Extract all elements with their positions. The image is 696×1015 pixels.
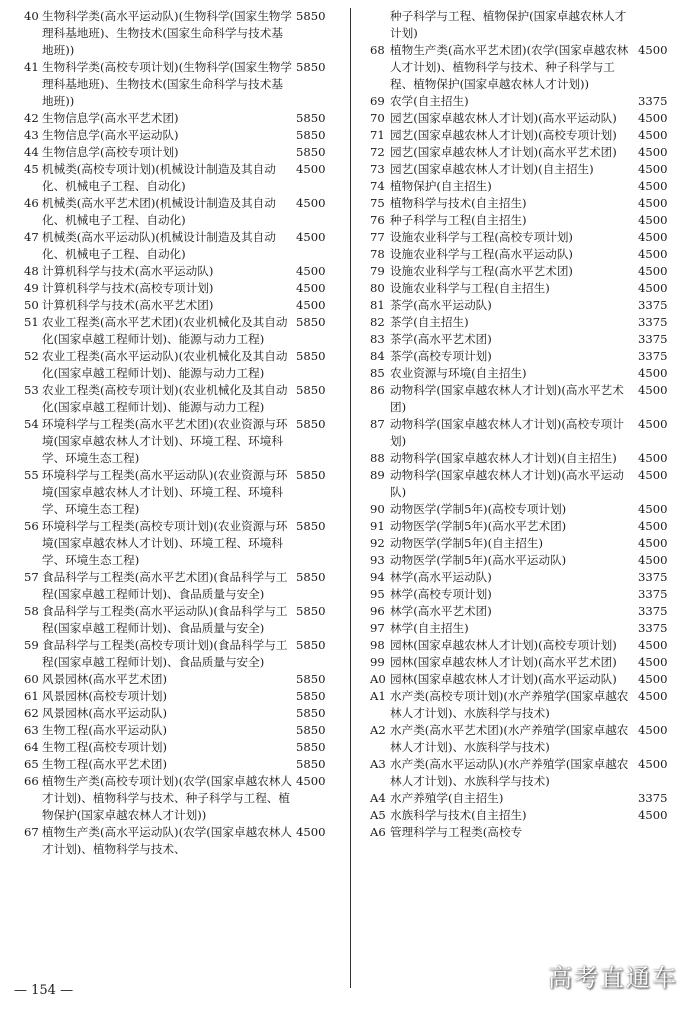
row-code: A3 (370, 757, 386, 771)
table-row (24, 671, 336, 688)
row-tuition: 4500 (638, 638, 668, 652)
table-row (24, 518, 336, 569)
row-program: 农业资源与环境(自主招生) (390, 366, 527, 380)
row-tuition: 4500 (638, 553, 668, 567)
row-program: 设施农业科学与工程(自主招生) (390, 281, 550, 295)
row-code: 52 (24, 349, 39, 363)
row-code: 75 (370, 196, 385, 210)
table-row (370, 586, 674, 603)
table-row (370, 756, 674, 790)
row-tuition: 5850 (296, 519, 326, 533)
row-tuition: 4500 (638, 366, 668, 380)
row-tuition: 3375 (638, 315, 668, 329)
table-row (370, 824, 674, 841)
table-row (24, 705, 336, 722)
row-tuition: 5850 (296, 349, 326, 363)
row-tuition: 4500 (638, 162, 668, 176)
row-code: 96 (370, 604, 385, 618)
row-tuition: 5850 (296, 689, 326, 703)
right-column (370, 8, 674, 841)
row-code: 58 (24, 604, 39, 618)
row-program: 计算机科学与技术(高校专项计划) (42, 281, 214, 295)
table-row (370, 229, 674, 246)
row-code: A1 (370, 689, 386, 703)
table-row (370, 637, 674, 654)
row-code: 46 (24, 196, 39, 210)
row-code: 57 (24, 570, 39, 584)
row-code: 51 (24, 315, 39, 329)
row-code: 89 (370, 468, 385, 482)
row-tuition: 4500 (638, 111, 668, 125)
row-program: 植物生产类(高校专项计划)(农学(国家卓越农林人才计划)、植物科学与技术、种子科学与工程、植物保护(国家卓越农林人才计划)) (42, 774, 292, 822)
row-code: 76 (370, 213, 385, 227)
row-program: 环境科学与工程类(高水平运动队)(农业资源与环境(国家卓越农林人才计划)、环境工程、环境科学、环境生态工程) (42, 468, 288, 516)
row-code: 78 (370, 247, 385, 261)
table-row (24, 195, 336, 229)
row-program: 动物医学(学制5年)(高水平运动队) (390, 553, 567, 567)
row-tuition: 4500 (638, 451, 668, 465)
row-program: 环境科学与工程类(高水平艺术团)(农业资源与环境(国家卓越农林人才计划)、环境工程、环境科学、环境生态工程) (42, 417, 288, 465)
row-program: 食品科学与工程类(高水平运动队)(食品科学与工程(国家卓越工程师计划)、食品质量与安全) (42, 604, 288, 635)
row-program: 茶学(高水平运动队) (390, 298, 492, 312)
watermark-logo: 高考直通车 (548, 964, 678, 992)
row-tuition: 4500 (638, 519, 668, 533)
row-code: 74 (370, 179, 385, 193)
row-tuition: 4500 (638, 247, 668, 261)
row-code: 72 (370, 145, 385, 159)
row-program: 动物医学(学制5年)(高校专项计划) (390, 502, 567, 516)
table-row (24, 603, 336, 637)
table-row (370, 552, 674, 569)
row-program: 生物科学类(高校专项计划)(生物科学(国家生物学理科基地班)、生物技术(国家生命科学与技术基地班)) (42, 60, 292, 108)
table-row (370, 620, 674, 637)
row-program: 园林(国家卓越农林人才计划)(高水平艺术团) (390, 655, 617, 669)
table-row (24, 263, 336, 280)
row-program: 茶学(高校专项计划) (390, 349, 492, 363)
row-program: 生物信息学(高水平艺术团) (42, 111, 179, 125)
table-row (24, 8, 336, 59)
table-row (370, 178, 674, 195)
row-code: 70 (370, 111, 385, 125)
row-program: 机械类(高水平运动队)(机械设计制造及其自动化、机械电子工程、自动化) (42, 230, 276, 261)
row-tuition: 4500 (638, 213, 668, 227)
row-program: 茶学(自主招生) (390, 315, 469, 329)
row-tuition: 5850 (296, 111, 326, 125)
row-code: 44 (24, 145, 39, 159)
row-program: 水族科学与技术(自主招生) (390, 808, 527, 822)
row-program: 食品科学与工程类(高校专项计划)(食品科学与工程(国家卓越工程师计划)、食品质量与安全) (42, 638, 288, 669)
row-tuition: 3375 (638, 587, 668, 601)
row-program: 风景园林(高水平艺术团) (42, 672, 167, 686)
row-code: 59 (24, 638, 39, 652)
row-tuition: 3375 (638, 621, 668, 635)
row-program: 水产类(高校专项计划)(水产养殖学(国家卓越农林人才计划)、水族科学与技术) (390, 689, 629, 720)
row-code: 94 (370, 570, 385, 584)
table-row (370, 807, 674, 824)
row-tuition: 5850 (296, 9, 326, 23)
row-code: 69 (370, 94, 385, 108)
table-row (24, 110, 336, 127)
row-program: 园艺(国家卓越农林人才计划)(高校专项计划) (390, 128, 617, 142)
row-tuition: 5850 (296, 604, 326, 618)
row-code: 92 (370, 536, 385, 550)
row-program: 水产养殖学(自主招生) (390, 791, 504, 805)
row-code: 60 (24, 672, 39, 686)
row-tuition: 5850 (296, 757, 326, 771)
table-row (370, 144, 674, 161)
row-program: 植物生产类(高水平运动队)(农学(国家卓越农林人才计划)、植物科学与技术、 (42, 825, 292, 856)
table-row (370, 127, 674, 144)
continuation-row (370, 8, 674, 42)
table-row (370, 416, 674, 450)
row-program: 风景园林(高水平运动队) (42, 706, 167, 720)
row-program: 食品科学与工程类(高水平艺术团)(食品科学与工程(国家卓越工程师计划)、食品质量与安全) (42, 570, 288, 601)
row-tuition: 3375 (638, 791, 668, 805)
row-code: 56 (24, 519, 39, 533)
row-program: 林学(高水平运动队) (390, 570, 492, 584)
row-tuition: 4500 (296, 281, 326, 295)
row-tuition: 4500 (638, 689, 668, 703)
row-tuition: 4500 (296, 298, 326, 312)
row-code: 40 (24, 9, 39, 23)
row-code: A4 (370, 791, 386, 805)
row-tuition: 4500 (296, 196, 326, 210)
row-code: 97 (370, 621, 385, 635)
row-tuition: 4500 (638, 757, 668, 771)
table-row (24, 569, 336, 603)
row-tuition: 5850 (296, 672, 326, 686)
table-row (370, 688, 674, 722)
row-code: 42 (24, 111, 39, 125)
table-row (24, 824, 336, 858)
row-program: 水产类(高水平运动队)(水产养殖学(国家卓越农林人才计划)、水族科学与技术) (390, 757, 629, 788)
table-row (24, 722, 336, 739)
row-code: 62 (24, 706, 39, 720)
row-code: 43 (24, 128, 39, 142)
row-code: 63 (24, 723, 39, 737)
row-code: 61 (24, 689, 39, 703)
row-program: 林学(高水平艺术团) (390, 604, 492, 618)
table-row (370, 314, 674, 331)
row-program: 管理科学与工程类(高校专 (390, 825, 523, 839)
row-program: 园艺(国家卓越农林人才计划)(自主招生) (390, 162, 594, 176)
table-row (24, 127, 336, 144)
table-row (24, 144, 336, 161)
row-program: 农学(自主招生) (390, 94, 469, 108)
row-program: 动物科学(国家卓越农林人才计划)(高水平运动队) (390, 468, 624, 499)
table-row (370, 195, 674, 212)
table-row (370, 110, 674, 127)
row-program: 园艺(国家卓越农林人才计划)(高水平运动队) (390, 111, 617, 125)
row-code: 93 (370, 553, 385, 567)
row-code: 86 (370, 383, 385, 397)
row-program: 植物生产类(高水平艺术团)(农学(国家卓越农林人才计划)、植物科学与技术、种子科学与工程、植物保护(国家卓越农林人才计划)) (390, 43, 629, 91)
row-program: 环境科学与工程类(高校专项计划)(农业资源与环境(国家卓越农林人才计划)、环境工程、环境科学、环境生态工程) (42, 519, 288, 567)
row-code: 49 (24, 281, 39, 295)
row-tuition: 4500 (638, 145, 668, 159)
row-tuition: 4500 (638, 128, 668, 142)
table-row (370, 161, 674, 178)
row-code: 48 (24, 264, 39, 278)
row-code: 99 (370, 655, 385, 669)
table-row (24, 756, 336, 773)
row-tuition: 3375 (638, 298, 668, 312)
row-code: 64 (24, 740, 39, 754)
row-program: 园艺(国家卓越农林人才计划)(高水平艺术团) (390, 145, 617, 159)
table-row (370, 722, 674, 756)
row-program: 生物信息学(高校专项计划) (42, 145, 179, 159)
table-row (24, 773, 336, 824)
row-code: 77 (370, 230, 385, 244)
row-program: 动物科学(国家卓越农林人才计划)(高水平艺术团) (390, 383, 624, 414)
table-row (370, 603, 674, 620)
row-code: 88 (370, 451, 385, 465)
table-row (24, 161, 336, 195)
row-tuition: 5850 (296, 315, 326, 329)
row-tuition: 5850 (296, 383, 326, 397)
table-row (370, 450, 674, 467)
row-program: 茶学(高水平艺术团) (390, 332, 492, 346)
row-code: 84 (370, 349, 385, 363)
continuation-text: 种子科学与工程、植物保护(国家卓越农林人才计划) (390, 9, 627, 40)
row-program: 生物工程(高校专项计划) (42, 740, 167, 754)
row-code: 80 (370, 281, 385, 295)
row-tuition: 4500 (638, 264, 668, 278)
table-row (24, 467, 336, 518)
table-row (370, 263, 674, 280)
row-tuition: 4500 (638, 672, 668, 686)
table-row (370, 382, 674, 416)
row-program: 动物医学(学制5年)(自主招生) (390, 536, 544, 550)
row-tuition: 4500 (638, 417, 668, 431)
table-row (24, 688, 336, 705)
row-tuition: 5850 (296, 723, 326, 737)
row-code: 90 (370, 502, 385, 516)
row-code: 82 (370, 315, 385, 329)
table-row (370, 42, 674, 93)
row-tuition: 4500 (638, 281, 668, 295)
row-program: 动物科学(国家卓越农林人才计划)(高校专项计划) (390, 417, 624, 448)
row-tuition: 4500 (638, 468, 668, 482)
table-row (370, 331, 674, 348)
table-row (370, 297, 674, 314)
row-program: 生物工程(高水平艺术团) (42, 757, 167, 771)
row-code: 65 (24, 757, 39, 771)
row-code: 83 (370, 332, 385, 346)
row-tuition: 4500 (638, 808, 668, 822)
row-program: 风景园林(高校专项计划) (42, 689, 167, 703)
row-code: 68 (370, 43, 385, 57)
row-tuition: 4500 (638, 43, 668, 57)
table-row (370, 467, 674, 501)
row-program: 设施农业科学与工程(高水平运动队) (390, 247, 573, 261)
row-program: 农业工程类(高水平运动队)(农业机械化及其自动化(国家卓越工程师计划)、能源与动力工程) (42, 349, 288, 380)
row-code: 85 (370, 366, 385, 380)
row-program: 设施农业科学与工程(高水平艺术团) (390, 264, 573, 278)
row-code: 73 (370, 162, 385, 176)
row-tuition: 5850 (296, 570, 326, 584)
row-code: 50 (24, 298, 39, 312)
row-code: 45 (24, 162, 39, 176)
row-program: 生物信息学(高水平运动队) (42, 128, 179, 142)
row-program: 园林(国家卓越农林人才计划)(高水平运动队) (390, 672, 617, 686)
column-divider (350, 8, 351, 988)
table-row (24, 739, 336, 756)
row-tuition: 3375 (638, 332, 668, 346)
row-tuition: 5850 (296, 468, 326, 482)
table-row (24, 382, 336, 416)
table-row (24, 229, 336, 263)
table-row (24, 314, 336, 348)
row-tuition: 4500 (296, 264, 326, 278)
row-code: A5 (370, 808, 386, 822)
row-tuition: 4500 (638, 655, 668, 669)
table-row (370, 280, 674, 297)
table-row (370, 212, 674, 229)
row-tuition: 4500 (296, 825, 326, 839)
row-program: 植物保护(自主招生) (390, 179, 492, 193)
table-row (370, 569, 674, 586)
row-program: 农业工程类(高水平艺术团)(农业机械化及其自动化(国家卓越工程师计划)、能源与动力工程) (42, 315, 288, 346)
row-program: 林学(高校专项计划) (390, 587, 492, 601)
table-row (370, 501, 674, 518)
row-tuition: 4500 (638, 196, 668, 210)
row-tuition: 5850 (296, 417, 326, 431)
table-row (24, 416, 336, 467)
table-row (370, 535, 674, 552)
row-code: 98 (370, 638, 385, 652)
row-tuition: 4500 (638, 723, 668, 737)
table-row (370, 518, 674, 535)
left-column (24, 8, 336, 858)
row-code: 87 (370, 417, 385, 431)
row-tuition: 5850 (296, 740, 326, 754)
row-program: 生物工程(高水平运动队) (42, 723, 167, 737)
row-tuition: 3375 (638, 94, 668, 108)
row-code: 54 (24, 417, 39, 431)
row-code: 95 (370, 587, 385, 601)
table-row (370, 790, 674, 807)
row-tuition: 5850 (296, 60, 326, 74)
row-program: 计算机科学与技术(高水平艺术团) (42, 298, 214, 312)
row-code: 91 (370, 519, 385, 533)
row-code: 81 (370, 298, 385, 312)
table-row (24, 637, 336, 671)
row-tuition: 5850 (296, 638, 326, 652)
row-tuition: 5850 (296, 706, 326, 720)
row-code: A2 (370, 723, 386, 737)
row-code: 71 (370, 128, 385, 142)
table-row (24, 59, 336, 110)
table-row (24, 297, 336, 314)
row-code: A6 (370, 825, 386, 839)
table-row (370, 671, 674, 688)
row-code: 53 (24, 383, 39, 397)
table-row (370, 246, 674, 263)
table-row (370, 93, 674, 110)
row-tuition: 4500 (296, 774, 326, 788)
row-program: 机械类(高水平艺术团)(机械设计制造及其自动化、机械电子工程、自动化) (42, 196, 276, 227)
page-number: — 154 — (14, 983, 74, 998)
row-program: 机械类(高校专项计划)(机械设计制造及其自动化、机械电子工程、自动化) (42, 162, 276, 193)
table-row (24, 280, 336, 297)
row-tuition: 4500 (296, 230, 326, 244)
row-tuition: 4500 (638, 383, 668, 397)
row-tuition: 4500 (638, 230, 668, 244)
row-program: 植物科学与技术(自主招生) (390, 196, 527, 210)
row-program: 动物医学(学制5年)(高水平艺术团) (390, 519, 567, 533)
row-tuition: 3375 (638, 570, 668, 584)
row-tuition: 3375 (638, 349, 668, 363)
table-row (24, 348, 336, 382)
row-code: 55 (24, 468, 39, 482)
table-row (370, 348, 674, 365)
row-tuition: 5850 (296, 145, 326, 159)
row-program: 种子科学与工程(自主招生) (390, 213, 527, 227)
row-code: 47 (24, 230, 39, 244)
row-code: 66 (24, 774, 39, 788)
row-program: 计算机科学与技术(高水平运动队) (42, 264, 214, 278)
row-code: A0 (370, 672, 386, 686)
row-tuition: 4500 (638, 502, 668, 516)
row-tuition: 4500 (638, 179, 668, 193)
row-code: 41 (24, 60, 39, 74)
row-code: 79 (370, 264, 385, 278)
row-program: 生物科学类(高水平运动队)(生物科学(国家生物学理科基地班)、生物技术(国家生命科学与技术基地班)) (42, 9, 292, 57)
row-tuition: 4500 (296, 162, 326, 176)
table-row (370, 365, 674, 382)
row-tuition: 3375 (638, 604, 668, 618)
row-program: 设施农业科学与工程(高校专项计划) (390, 230, 573, 244)
row-program: 林学(自主招生) (390, 621, 469, 635)
table-row (370, 654, 674, 671)
row-tuition: 4500 (638, 536, 668, 550)
row-code: 67 (24, 825, 39, 839)
row-program: 农业工程类(高校专项计划)(农业机械化及其自动化(国家卓越工程师计划)、能源与动力工程) (42, 383, 288, 414)
row-program: 园林(国家卓越农林人才计划)(高校专项计划) (390, 638, 617, 652)
row-tuition: 5850 (296, 128, 326, 142)
row-program: 水产类(高水平艺术团)(水产养殖学(国家卓越农林人才计划)、水族科学与技术) (390, 723, 629, 754)
row-program: 动物科学(国家卓越农林人才计划)(自主招生) (390, 451, 617, 465)
